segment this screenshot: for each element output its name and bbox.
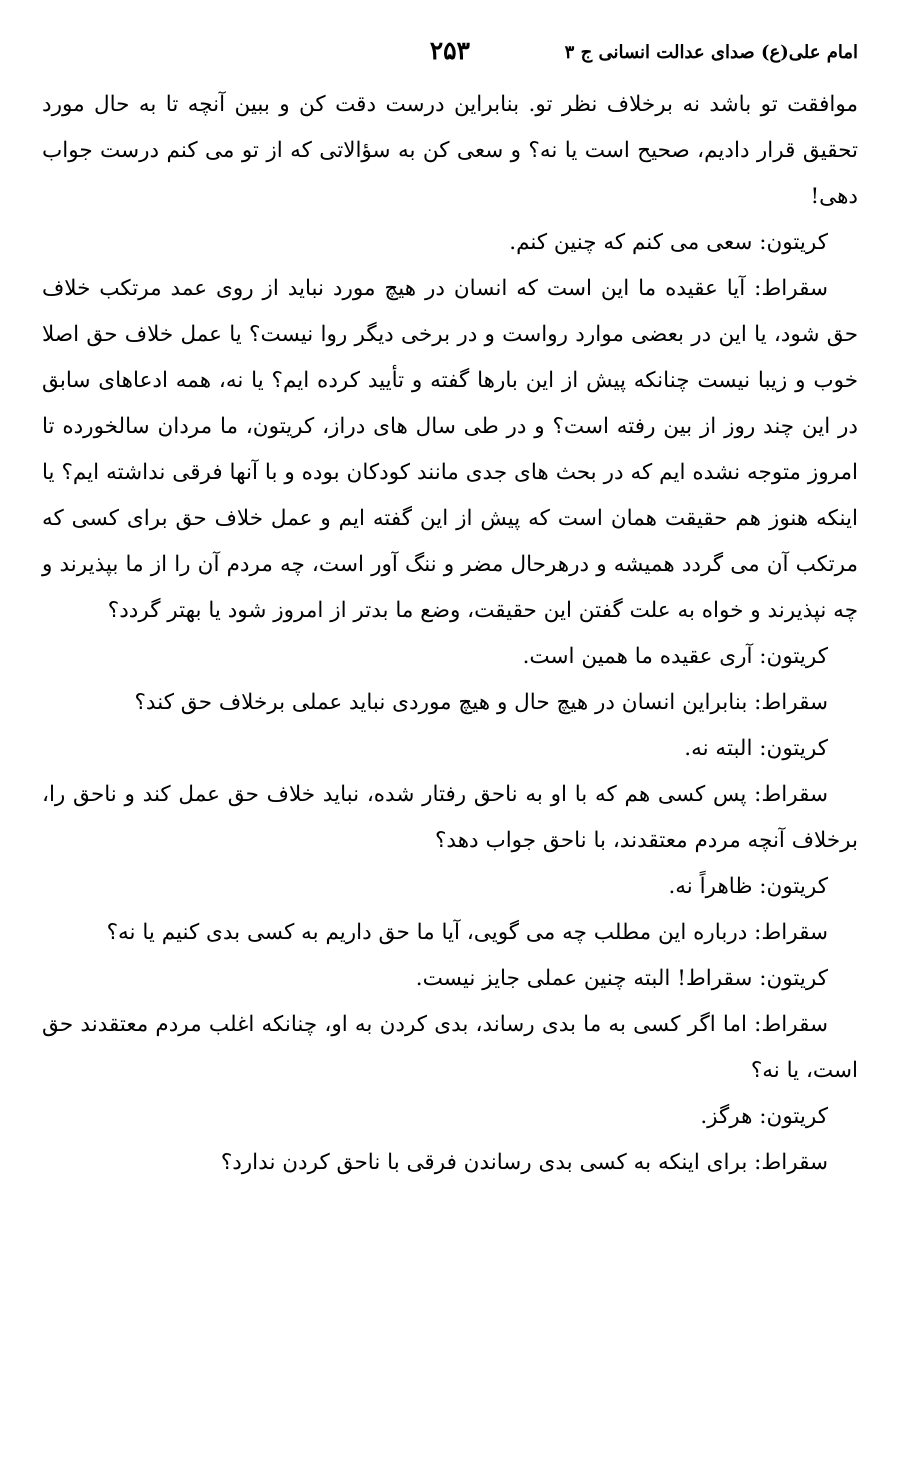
dialogue-socrates: سقراط: درباره این مطلب چه می گویی، آیا ما حق داریم به کسی بدی کنیم یا نه؟ <box>106 920 828 945</box>
body-text <box>42 82 858 1186</box>
paragraph-continuation: موافقت تو باشد نه برخلاف نظر تو. بنابراین درست دقت کن و ببین آنچه تا به حال مورد تحقیق قرار دادیم، صحیح است یا نه؟ و سعی کن به سؤالاتی که از تو می کنم درست جواب دهی! <box>42 92 858 209</box>
page-number: ۲۵۳ <box>429 36 470 65</box>
dialogue-crito: کریتون: البته نه. <box>684 736 828 761</box>
dialogue-socrates: سقراط: برای اینکه به کسی بدی رساندن فرقی با ناحق کردن ندارد؟ <box>220 1150 828 1175</box>
dialogue-socrates: سقراط: پس کسی هم که با او به ناحق رفتار شده، نباید خلاف حق عمل کند و ناحق را، برخلاف آنچه مردم معتقدند، با ناحق جواب دهد؟ <box>42 782 858 853</box>
dialogue-crito: کریتون: سقراط! البته چنین عملی جایز نیست. <box>415 966 828 991</box>
dialogue-crito: کریتون: ظاهراً نه. <box>668 874 828 899</box>
running-title: امام علی(ع) صدای عدالت انسانی ج ۳ <box>564 42 858 63</box>
dialogue-socrates: سقراط: اما اگر کسی به ما بدی رساند، بدی کردن به او، چنانکه اغلب مردم معتقدند حق است، یا نه؟ <box>42 1012 858 1083</box>
dialogue-socrates: سقراط: بنابراین انسان در هیچ حال و هیچ موردی نباید عملی برخلاف حق کند؟ <box>134 690 828 715</box>
dialogue-crito: کریتون: سعی می کنم که چنین کنم. <box>509 230 828 255</box>
page-header <box>42 36 858 82</box>
dialogue-socrates: سقراط: آیا عقیده ما این است که انسان در هیچ مورد نباید از روی عمد مرتکب خلاف حق شود، یا این در بعضی موارد رواست و در برخی دیگر روا نیست؟ یا عمل خلاف حق اصلا خوب و زیبا نیست چنانکه پیش از این بارها گفته و تأیید کرده ایم؟ یا نه، همه ادعاهای سابق در این چند روز از بین رفته است؟ و در طی سال های دراز، کریتون، ما مردان سالخورده تا امروز متوجه نشده ایم که در بحث های جدی مانند کودکان بوده و با آنها فرقی نداشته ایم؟ یا اینکه هنوز هم حقیقت همان است که پیش از این گفته ایم و عمل خلاف حق برای کسی که مرتکب آن می گردد همیشه و درهرحال مضر و ننگ آور است، چه مردم آن را از ما بپذیرند و چه نپذیرند و خواه به علت گفتن این حقیقت، وضع ما بدتر از امروز شود یا بهتر گردد؟ <box>42 276 858 623</box>
dialogue-crito: کریتون: هرگز. <box>700 1104 828 1129</box>
dialogue-crito: کریتون: آری عقیده ما همین است. <box>522 644 828 669</box>
